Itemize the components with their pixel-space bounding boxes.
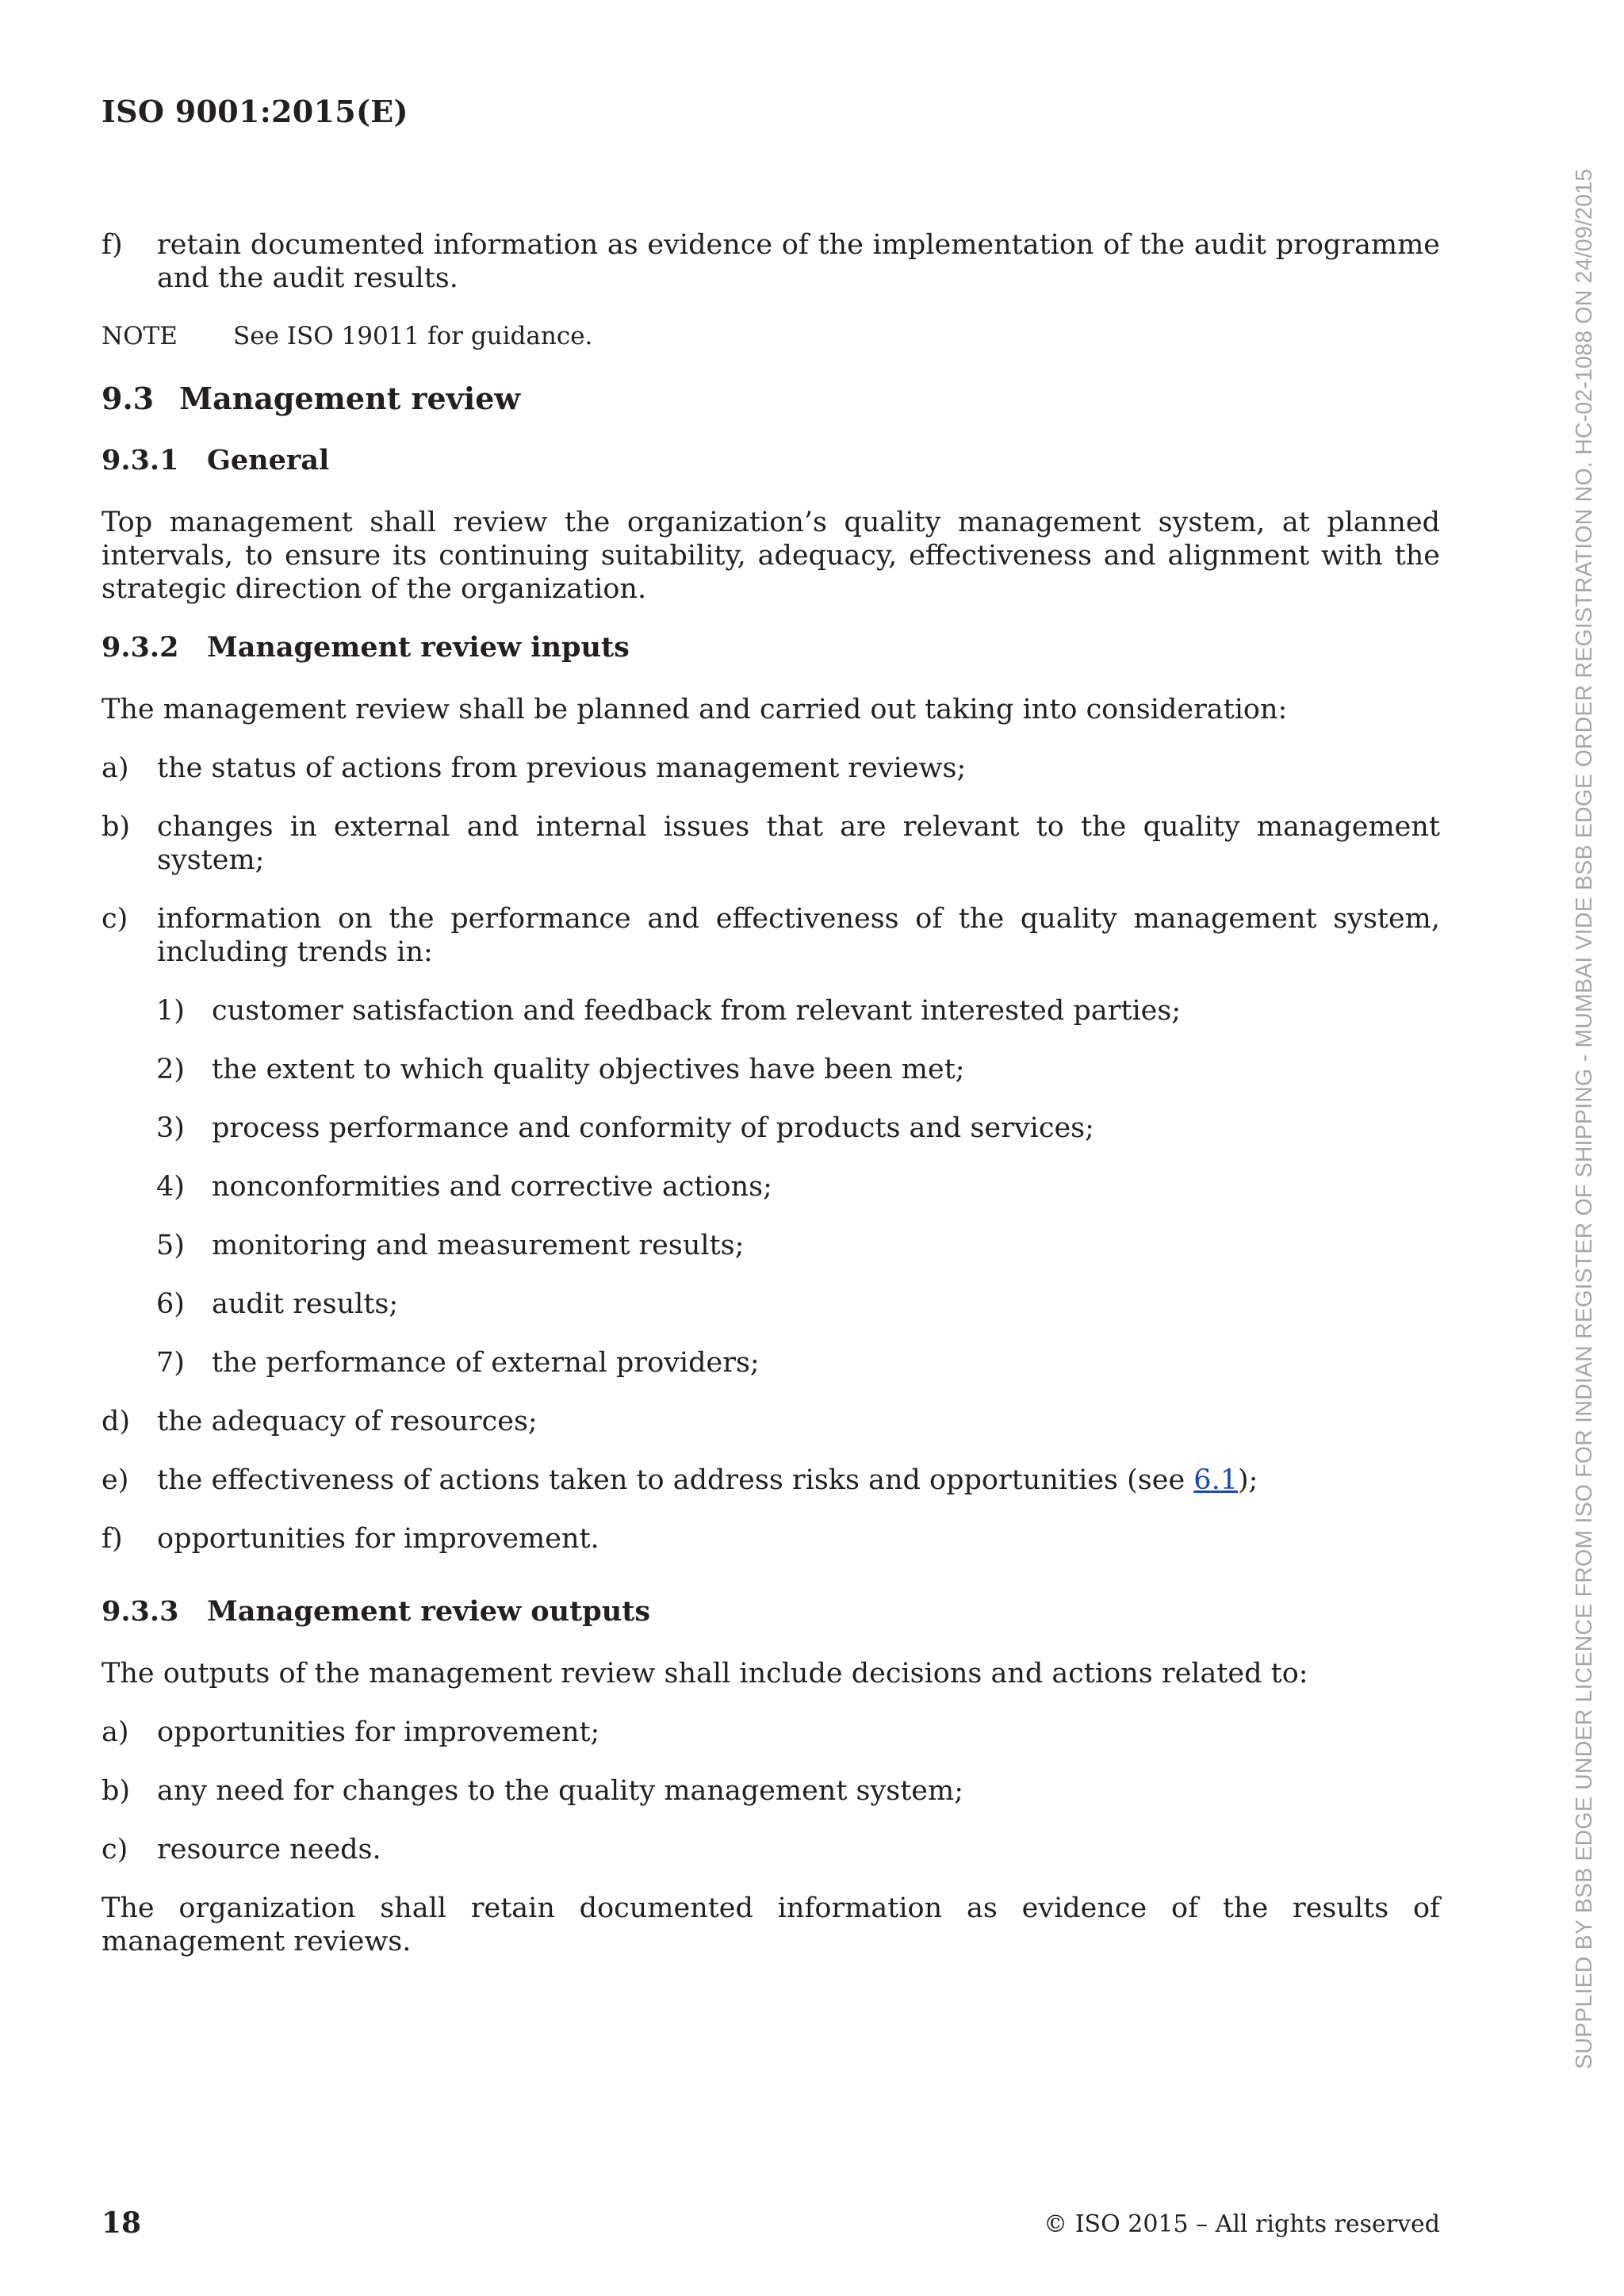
sub-list-item-label: 2)	[156, 1054, 185, 1085]
sub-list-item-label: 3)	[156, 1112, 185, 1144]
paragraph: Top management shall review the organization’s quality management system, at planned intervals, to ensure its continuing suitability, adequacy, effectiveness and alignment with the strategic direction of the organization.	[102, 507, 1440, 605]
license-watermark: SUPPLIED BY BSB EDGE UNDER LICENCE FROM ISO FOR INDIAN REGISTER OF SHIPPING - MUMBAI VIDE BSB EDGE ORDER REGISTRATION NO. HC-02-1088 ON 24/09/2015	[1572, 168, 1597, 2069]
sub-list-item	[102, 1288, 1440, 1321]
section-title: Management review	[179, 381, 521, 416]
list-item	[102, 902, 1440, 969]
list-item-label: c)	[102, 1834, 128, 1866]
section-number: 9.3.2	[102, 631, 179, 664]
sub-list-item-label: 4)	[156, 1171, 185, 1203]
section-heading-9-3-3	[102, 1595, 1440, 1628]
sub-list-item	[102, 1229, 1440, 1262]
list-item-text: opportunities for improvement;	[157, 1716, 600, 1748]
sub-list-item-label: 5)	[156, 1230, 185, 1261]
list-item-label: b)	[102, 811, 131, 843]
section-number: 9.3.1	[102, 444, 179, 476]
sub-list-item-text: customer satisfaction and feedback from relevant interested parties;	[212, 995, 1182, 1027]
paragraph: The outputs of the management review shall include decisions and actions related to:	[102, 1658, 1308, 1689]
list-item-text	[157, 1464, 1258, 1496]
standard-identifier: ISO 9001:2015(E)	[102, 94, 408, 129]
sub-list-item-text: the performance of external providers;	[212, 1347, 760, 1379]
page-number: 18	[102, 2206, 142, 2240]
list-item	[102, 1716, 1440, 1749]
sub-list-item-label: 7)	[156, 1347, 185, 1379]
sub-list-item-text: monitoring and measurement results;	[212, 1230, 745, 1261]
paragraph: The organization shall retain documented information as evidence of the results of management reviews.	[102, 1892, 1440, 1957]
list-item-label: d)	[102, 1406, 131, 1437]
list-item-text: any need for changes to the quality management system;	[157, 1775, 963, 1807]
paragraph: The management review shall be planned and carried out taking into consideration:	[102, 694, 1288, 725]
sub-list-item	[102, 994, 1440, 1027]
list-item-text: opportunities for improvement.	[157, 1523, 599, 1555]
list-item-label: e)	[102, 1464, 129, 1496]
sub-list-item-label: 6)	[156, 1288, 185, 1320]
list-item-label: c)	[102, 903, 128, 935]
section-heading-9-3-1	[102, 444, 1440, 477]
section-title: General	[207, 444, 330, 476]
list-item	[102, 1522, 1440, 1556]
sub-list-item	[102, 1112, 1440, 1145]
note-text: See ISO 19011 for guidance.	[233, 322, 593, 350]
list-item-label: f)	[102, 1523, 123, 1555]
sub-list-item-text: nonconformities and corrective actions;	[212, 1171, 772, 1203]
list-item-text: changes in external and internal issues that are relevant to the quality management system;	[157, 811, 1440, 876]
note	[102, 320, 1440, 352]
copyright-notice: © ISO 2015 – All rights reserved	[1044, 2210, 1440, 2238]
sub-list-item-text: the extent to which quality objectives have been met;	[212, 1054, 965, 1085]
list-item-text: the adequacy of resources;	[157, 1406, 538, 1437]
list-item-label: f)	[102, 229, 123, 261]
list-item-text: information on the performance and effectiveness of the quality management system, including trends in:	[157, 903, 1440, 968]
clause-6-1-link[interactable]: 6.1	[1193, 1464, 1238, 1496]
list-item	[102, 810, 1440, 877]
list-item	[102, 1464, 1440, 1497]
list-item-text: the status of actions from previous management reviews;	[157, 752, 967, 784]
section-heading-9-3	[102, 382, 1440, 415]
list-item	[102, 752, 1440, 785]
list-item	[102, 1405, 1440, 1438]
section-number: 9.3.3	[102, 1595, 179, 1628]
list-item-text-after: );	[1237, 1464, 1258, 1496]
section-title: Management review outputs	[207, 1595, 651, 1628]
list-item-label: a)	[102, 1716, 129, 1748]
list-item	[102, 1833, 1440, 1866]
list-item	[102, 228, 1440, 295]
sub-list-item	[102, 1346, 1440, 1380]
page-content	[102, 228, 1440, 1958]
sub-list-item-label: 1)	[156, 995, 185, 1027]
section-heading-9-3-2	[102, 631, 1440, 664]
list-item-text: resource needs.	[157, 1834, 381, 1866]
list-item-label: a)	[102, 752, 129, 784]
section-title: Management review inputs	[207, 631, 630, 664]
list-item-label: b)	[102, 1775, 131, 1807]
sub-list-item	[102, 1170, 1440, 1203]
sub-list-item-text: audit results;	[212, 1288, 399, 1320]
note-label: NOTE	[102, 322, 178, 350]
sub-list-item	[102, 1053, 1440, 1086]
list-item	[102, 1774, 1440, 1808]
list-item-text: retain documented information as evidence of the implementation of the audit programme and the audit results.	[157, 229, 1440, 294]
sub-list-item-text: process performance and conformity of products and services;	[212, 1112, 1094, 1144]
section-number: 9.3	[102, 381, 155, 416]
list-item-text-before: the effectiveness of actions taken to address risks and opportunities (see	[157, 1464, 1194, 1496]
